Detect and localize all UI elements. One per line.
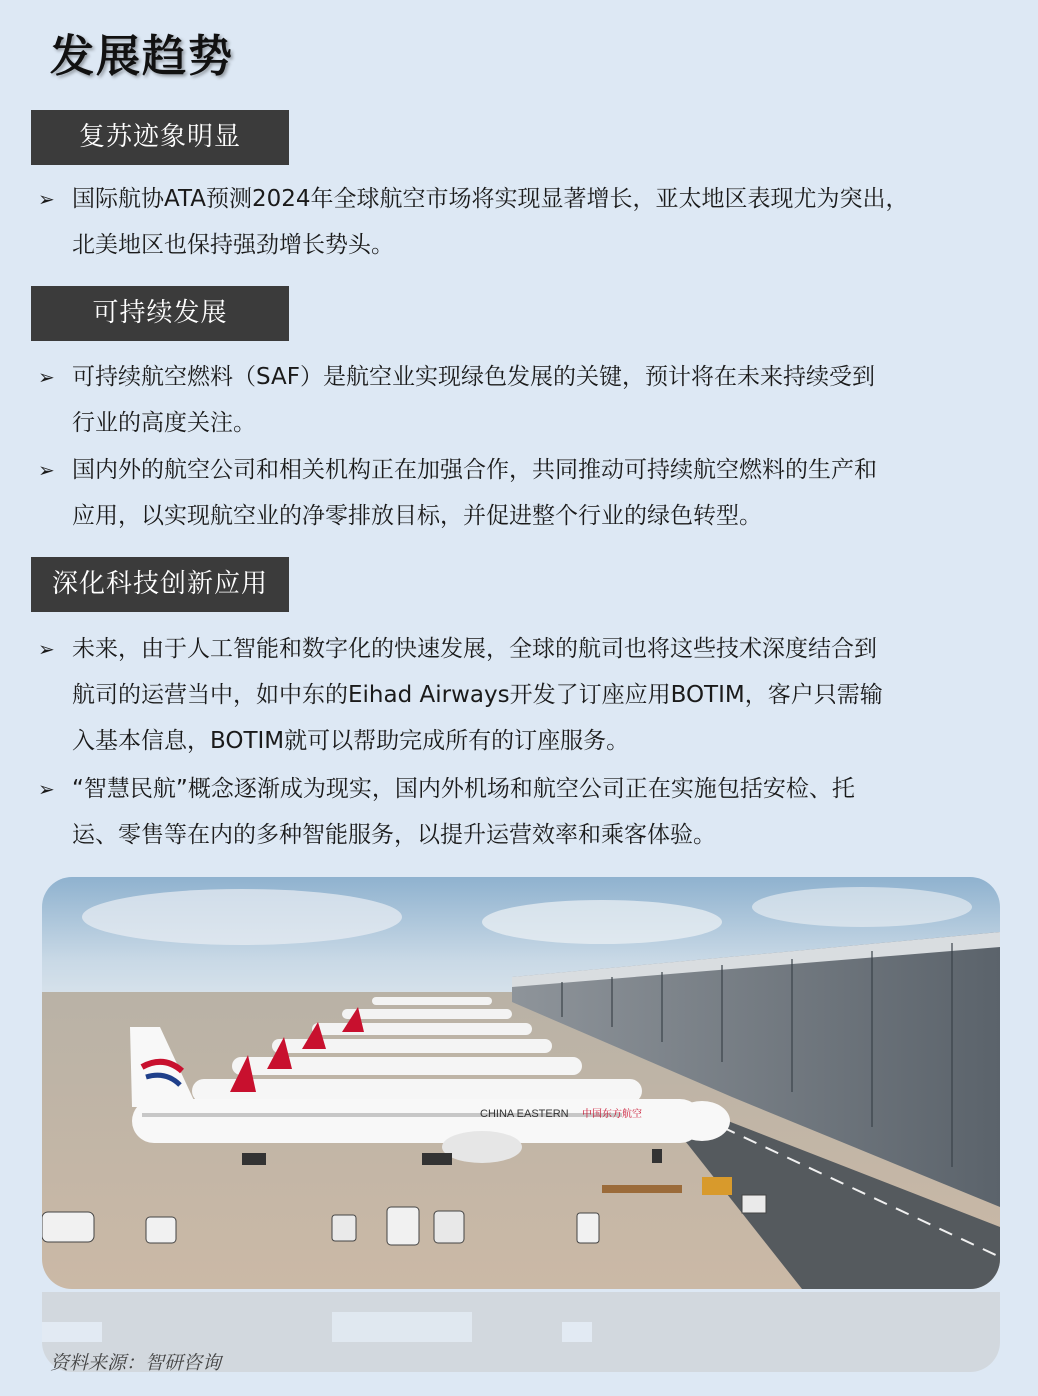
arrow-bullet-icon: ➢ xyxy=(38,458,55,482)
section-header-recovery: 复苏迹象明显 xyxy=(31,110,289,165)
source-note: 资料来源：智研咨询 xyxy=(50,1352,222,1374)
section-header-sustainability: 可持续发展 xyxy=(31,286,289,341)
bullet-line: 国内外的航空公司和相关机构正在加强合作，共同推动可持续航空燃料的生产和 xyxy=(72,457,877,483)
list-item xyxy=(38,447,1003,539)
list-item xyxy=(38,766,1003,858)
bullet-line: 国际航协ATA预测2024年全球航空市场将实现显著增长，亚太地区表现尤为突出， xyxy=(72,186,909,212)
arrow-bullet-icon: ➢ xyxy=(38,777,55,801)
bullet-line: 可持续航空燃料（SAF）是航空业实现绿色发展的关键，预计将在未来持续受到 xyxy=(72,364,875,390)
airline-livery-text-cn: 中国东方航空 xyxy=(582,1109,642,1120)
bullet-line: 航司的运营当中，如中东的Eihad Airways开发了订座应用BOTIM，客户只需输 xyxy=(72,682,883,708)
airline-livery-text: CHINA EASTERN xyxy=(480,1108,569,1120)
arrow-bullet-icon: ➢ xyxy=(38,187,55,211)
bullet-line: 未来，由于人工智能和数字化的快速发展，全球的航司也将这些技术深度结合到 xyxy=(72,636,877,662)
arrow-bullet-icon: ➢ xyxy=(38,637,55,661)
section-header-tech-innovation: 深化科技创新应用 xyxy=(31,557,289,612)
airport-photo xyxy=(42,877,1000,1289)
arrow-bullet-icon: ➢ xyxy=(38,365,55,389)
bullet-line: “智慧民航”概念逐渐成为现实，国内外机场和航空公司正在实施包括安检、托 xyxy=(72,776,855,802)
bullet-line: 北美地区也保持强劲增长势头。 xyxy=(72,232,394,258)
list-item xyxy=(38,176,1003,268)
bullet-line: 行业的高度关注。 xyxy=(72,410,256,436)
page-title: 发展趋势 xyxy=(50,31,234,82)
bullet-line: 运、零售等在内的多种智能服务，以提升运营效率和乘客体验。 xyxy=(72,822,716,848)
list-item xyxy=(38,626,1003,764)
bullet-line: 应用，以实现航空业的净零排放目标，并促进整个行业的绿色转型。 xyxy=(72,503,762,529)
bullet-line: 入基本信息，BOTIM就可以帮助完成所有的订座服务。 xyxy=(72,728,630,754)
list-item xyxy=(38,354,1003,446)
